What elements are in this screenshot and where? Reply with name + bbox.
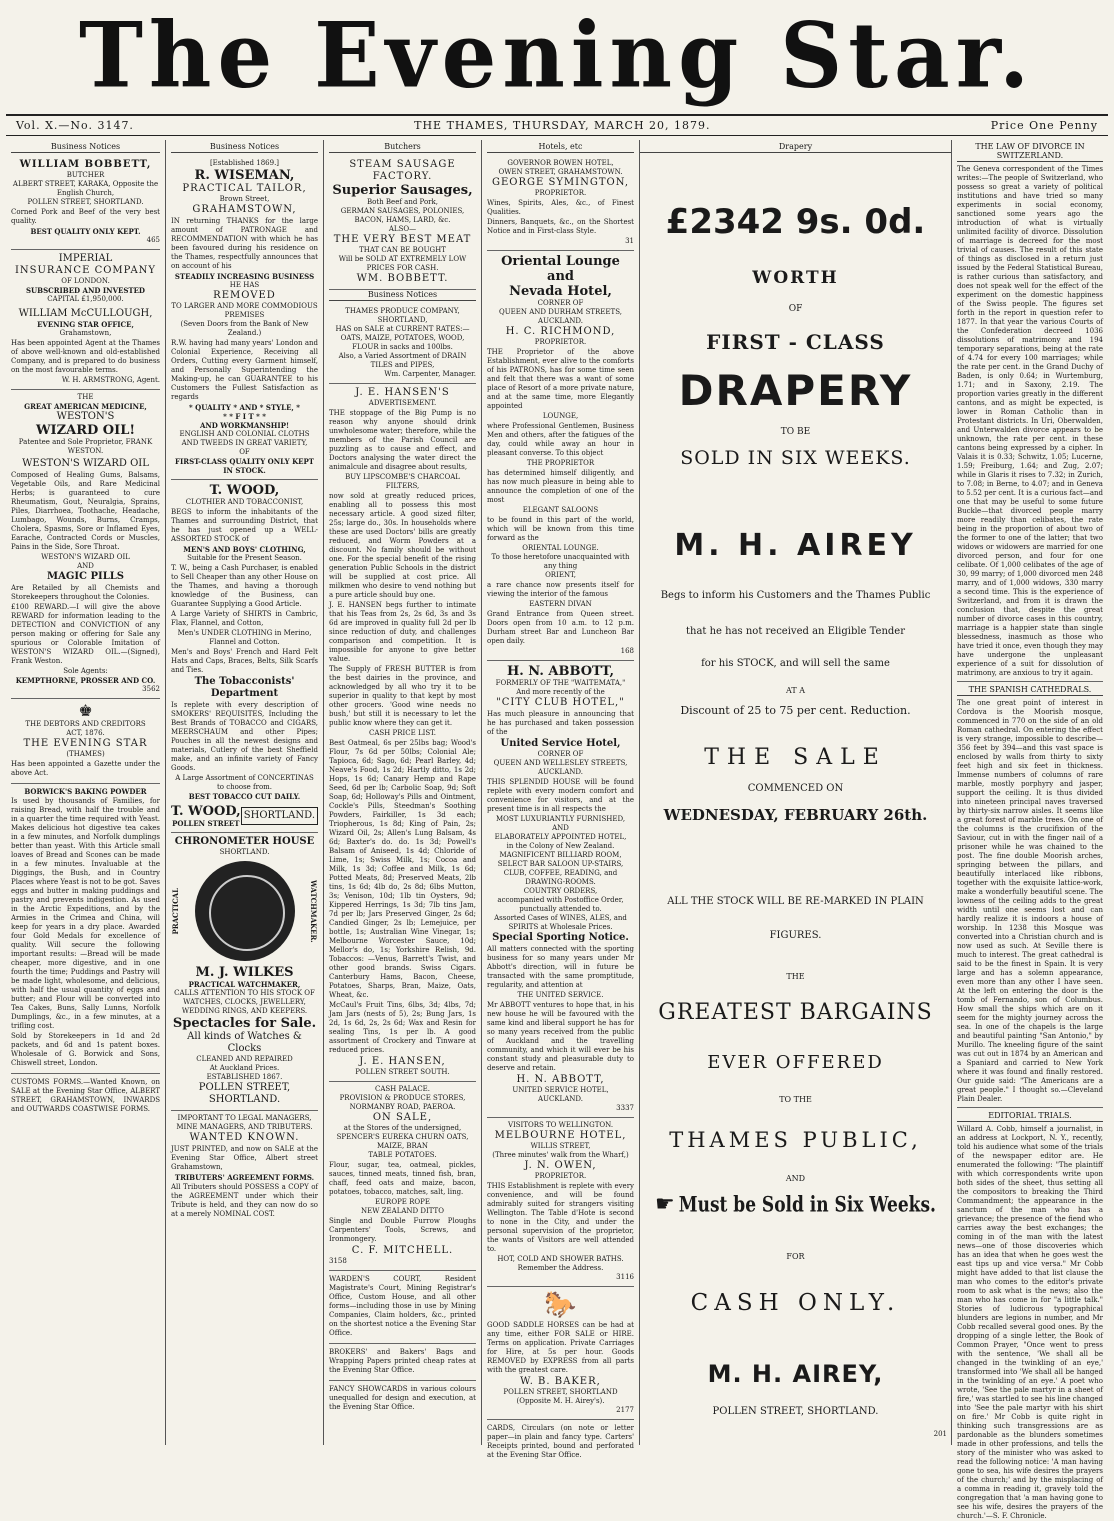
ref-number: 168	[620, 647, 634, 655]
ad-line: Wm. Carpenter, Manager.	[384, 370, 476, 378]
ad-customs-forms	[11, 1074, 160, 1119]
ad-line: Grahamstown,	[59, 329, 112, 337]
ad-line: AND WORKMANSHIP!	[199, 421, 290, 430]
ad-heading: M. J. WILKES	[195, 965, 294, 980]
ad-line: EUROPE ROPE	[375, 1198, 430, 1206]
ad-line: J. E. HANSEN,	[359, 1056, 446, 1067]
merchant-name: M. H. AIREY,	[707, 1360, 884, 1388]
ad-line: GRAHAMSTOWN,	[192, 204, 297, 215]
ad-line: ALL THE STOCK WILL BE RE-MARKED IN PLAIN	[667, 896, 924, 907]
ad-line: STEADILY INCREASING BUSINESS	[174, 272, 315, 281]
ad-line: GERMAN SAUSAGES, POLONIES,	[340, 207, 465, 215]
ad-line: CAPITAL £1,950,000.	[47, 295, 124, 303]
ad-line: Also, a Varied Assortment of DRAIN TILES and PIPES,	[338, 352, 467, 369]
ad-line: At Auckland Prices.	[209, 1064, 280, 1072]
ad-line: GREAT AMERICAN MEDICINE,	[24, 402, 147, 411]
ad-line: CALLS ATTENTION TO HIS STOCK OF	[174, 989, 315, 997]
ad-text: THIS SPLENDID HOUSE will be found replete with every modern comfort and convenience for visitors, and at the present time is in all respects the	[487, 778, 634, 813]
ref-number: 3158	[329, 1257, 347, 1265]
ad-line: GREATEST BARGAINS	[658, 1000, 933, 1025]
ad-text: Composed of Healing Gums, Balsams, Vegetable Oils, and Rare Medicinal Herbs; is guaranteed to cure Rheumatism, Gout, Neuralgia, Sprains, Piles, Diarrhoea, Toothache, Headache, Lumbago, Wounds, Burns, Cramps, Cholera, Spasms, Sore or Inflamed Eyes, Earache, Contracted Cords or Muscles, Pains in the Side, Sore Throat.	[11, 471, 160, 551]
price: Price One Penny	[990, 119, 1098, 132]
ad-text: BROKERS' and Bakers' Bags and Wrapping Papers printed cheap rates at the Evening Star Office.	[329, 1348, 476, 1374]
ad-line: ORIENTAL LOUNGE.	[522, 544, 599, 552]
ad-line: Suitable for the Present Season.	[187, 554, 302, 562]
ad-cash-palace	[329, 1082, 476, 1271]
newspaper-title: The Evening Star.	[78, 2, 1036, 109]
ad-line: TO BE	[780, 427, 811, 437]
ad-line: MAGIC PILLS	[47, 571, 124, 582]
ad-line: THE SALE	[704, 745, 887, 770]
ad-heading: THAMES PRODUCE COMPANY, SHORTLAND,	[345, 307, 460, 324]
masthead	[0, 0, 1114, 112]
ad-governor-bowen	[487, 156, 634, 251]
ad-line: THAMES PUBLIC,	[669, 1128, 922, 1152]
ad-line: ESTABLISHED 1867.	[206, 1073, 283, 1081]
ad-line: Superior Sausages,	[332, 183, 473, 198]
ad-line: ORIENT,	[545, 571, 576, 579]
merchant-address: POLLEN STREET, SHORTLAND.	[712, 1406, 879, 1417]
article-heading: EDITORIAL TRIALS.	[957, 1111, 1103, 1122]
ad-line: EVER OFFERED	[707, 1052, 884, 1073]
ad-line: accompanied with Postoffice Order, punctually attended to.	[497, 896, 624, 913]
ad-text: has determined himself diligently, and has now much pleasure in being able to announce the completion of one of the most	[487, 469, 634, 504]
ad-line: AUCKLAND.	[538, 1095, 583, 1103]
ad-line: A Large Assortment of CONCERTINAS to choose from.	[175, 774, 314, 791]
ad-line: KEMPTHORNE, PROSSER AND CO.	[15, 676, 156, 685]
ad-thames-produce	[329, 304, 476, 384]
ad-tributers-forms	[171, 1111, 318, 1224]
ad-line: WORTH	[752, 268, 839, 288]
ad-line: OF LONDON.	[61, 277, 110, 285]
ad-line: To those heretofore unacquainted with any thing	[491, 553, 630, 570]
ad-melbourne-hotel	[487, 1118, 634, 1287]
ad-line: WATCHES, CLOCKS, JEWELLERY, WEDDING RINGS, AND KEEPERS.	[181, 998, 308, 1015]
ad-hansen	[329, 384, 476, 1082]
ad-heading: WANTED KNOWN.	[189, 1132, 300, 1143]
ad-text: Dinners, Banquets, &c., on the Shortest Notice and in First-class Style.	[487, 218, 634, 235]
ad-fancy-showcards	[329, 1381, 476, 1417]
ad-line: W. B. BAKER,	[520, 1376, 601, 1387]
drapery-advertisement	[640, 140, 952, 1445]
ad-line: WILLIS STREET,	[530, 1142, 591, 1150]
ad-heading: VISITORS TO WELLINGTON.	[507, 1121, 614, 1129]
ad-line: Must be Sold in Six Weeks.	[678, 1192, 936, 1218]
ad-line: [Established 1869.]	[209, 159, 280, 167]
ad-heading: BORWICK'S BAKING POWDER	[24, 787, 147, 796]
ad-text: IN returning THANKS for the large amount of PATRONAGE and RECOMMENDATION with which he has been favoured during his residence on the Thames, respectfully announces that on account of his	[171, 217, 318, 270]
ad-text: where Professional Gentlemen, Business Men and others, after the fatigues of the day, could while away an hour in pleasant converse. To this object	[487, 422, 634, 457]
ad-line: WM. BOBBETT.	[356, 273, 449, 284]
ad-line: MOST LUXURIANTLY FURNISHED,	[495, 815, 626, 823]
ad-line: TABLE POTATOES.	[368, 1151, 437, 1159]
ad-line: HE HAS	[229, 281, 260, 289]
ad-text: Has been appointed Agent at the Thames of above well-known and old-established Company, and is prepared to do business on the most favourable terms.	[11, 339, 160, 374]
ad-line: MELBOURNE HOTEL,	[494, 1130, 627, 1141]
ad-line: NEW ZEALAND DITTO	[361, 1207, 444, 1215]
ad-line: AND	[552, 824, 569, 832]
ad-line: PROPRIETOR.	[534, 1172, 587, 1180]
ref-number: 3562	[142, 685, 160, 693]
ad-line: HAS on SALE at CURRENT RATES:—	[335, 325, 470, 333]
ad-line: POLLEN STREET, SHORTLAND.	[198, 1082, 291, 1105]
ad-line: CORNER OF	[537, 299, 584, 307]
ad-text: Corned Pork and Beef of the very best quality.	[11, 208, 160, 225]
ad-line: THE UNITED SERVICE.	[517, 991, 604, 999]
ad-text: Has been appointed a Gazette under the above Act.	[11, 760, 160, 777]
ad-wiseman	[171, 156, 318, 480]
ad-line: THE PROPRIETOR	[526, 459, 595, 467]
ad-line: POLLEN STREET SOUTH.	[355, 1068, 450, 1076]
ad-line: REMOVED	[213, 290, 276, 301]
column-1	[6, 140, 166, 1445]
volume-number: Vol. X.—No. 3147.	[16, 119, 134, 132]
ad-line: Nevada Hotel,	[509, 284, 612, 299]
ad-line: SELECT BAR SALOON UP-STAIRS,	[497, 860, 624, 868]
ad-line: WESTON'S WIZARD OIL	[22, 458, 149, 469]
ad-line: * QUALITY * AND * STYLE, *	[189, 403, 300, 412]
ad-line: OWEN STREET, GRAHAMSTOWN.	[498, 168, 623, 176]
ad-cards-circulars	[487, 1420, 634, 1465]
ad-line: THAT CAN BE BOUGHT	[359, 246, 446, 254]
ad-imperial-insurance	[11, 250, 160, 390]
column-3	[324, 140, 482, 1445]
ad-text: Grand Entrance from Queen street. Doors open from 10 a.m. to 12 p.m. Durham street Bar and Luncheon Bar open daily.	[487, 610, 634, 645]
ad-text: CUSTOMS FORMS.—Wanted Known, on SALE at the Evening Star Office, ALBERT STREET, GRAHAMSTOWN, INWARDS and OUTWARDS COASTWISE FORMS.	[11, 1078, 160, 1113]
ad-line: COMMENCED ON	[747, 783, 844, 794]
ad-line: Will be SOLD AT EXTREMELY LOW PRICES FOR CASH.	[338, 255, 467, 272]
ad-line: The Tobacconists' Department	[194, 676, 295, 699]
ad-wizard-oil	[11, 390, 160, 699]
crest-icon: ♚	[78, 701, 93, 720]
ad-line: that he has not received an Eligible Tender	[685, 626, 905, 637]
ad-line: POLLEN STREET, SHORTLAND.	[27, 198, 144, 206]
column-2	[166, 140, 324, 1445]
ad-line: ALBERT STREET, KARAKA, Opposite the English Church,	[12, 180, 159, 197]
ad-text: GOOD SADDLE HORSES can be had at any time, either FOR SALE or HIRE. Terms on application. Private Carriages for Hire, at 5s per hour. Goods REMOVED by EXPRESS from all parts with the greatest care.	[487, 1321, 634, 1374]
ad-line: J. N. OWEN,	[524, 1160, 597, 1171]
ad-text: CARDS, Circulars (on note or letter paper—in plain and fancy type. Carters' Receipts printed, bound and perforated at the Evening Star Office.	[487, 1424, 634, 1459]
ad-line: TO LARGER AND MORE COMMODIOUS PREMISES	[171, 302, 318, 319]
column-heading: Butchers	[329, 142, 476, 153]
ad-line: (Three minutes' walk from the Wharf,)	[492, 1151, 629, 1159]
ad-line: AUCKLAND.	[538, 317, 583, 325]
ad-line: CASH ONLY.	[690, 1290, 901, 1316]
ad-text: Men's and Boys' French and Hard Felt Hats and Caps, Braces, Belts, Silk Scarfs and Ties.	[171, 648, 318, 674]
ad-heading: INSURANCE COMPANY	[14, 265, 157, 276]
ad-line: Special Sporting Notice.	[492, 932, 629, 943]
ad-line: Men's UNDER CLOTHING in Merino, Flannel and Cotton.	[177, 629, 312, 646]
ad-line: for his STOCK, and will sell the same	[701, 658, 890, 669]
ad-oriental-lounge	[487, 251, 634, 661]
ad-line: C. F. MITCHELL.	[351, 1245, 454, 1256]
ad-line: GEORGE SYMINGTON,	[491, 177, 630, 188]
ad-saddle-horses	[487, 1287, 634, 1420]
ad-line: BUTCHER	[66, 171, 105, 179]
pointing-hand-icon: ☛	[655, 1192, 675, 1217]
column-4	[482, 140, 640, 1459]
ad-line: Sole Agents:	[63, 667, 108, 675]
ad-text: a rare chance now presents itself for viewing the interior of the famous	[487, 581, 634, 598]
discount-line: Discount of 25 to 75 per cent. Reduction.	[680, 704, 911, 717]
dateline	[6, 114, 1108, 136]
ad-line: UNITED SERVICE HOTEL,	[512, 1086, 609, 1094]
ad-heading: J. E. HANSEN'S	[355, 387, 450, 398]
ad-line: Assorted Cases of WINES, ALES, and SPIRITS at Wholesale Prices.	[494, 914, 627, 931]
ad-line: Remember the Address.	[517, 1264, 604, 1272]
column-heading: Drapery	[640, 142, 951, 153]
ad-line: SUBSCRIBED AND INVESTED	[26, 286, 145, 295]
ad-text: T. W., being a Cash Purchaser, is enabled to Sell Cheaper than any other House on the Thames, and having a thorough knowledge of the Business, can Guarantee Supplying a Good Article.	[171, 564, 318, 608]
ad-text: WARDEN'S COURT, Resident Magistrate's Court, Mining Registrar's Office, Custom House, and all other forms—including those in use by Mining Companies, Claim holders, &c., printed on the shortest notice a the Evening Star Office.	[329, 1275, 476, 1337]
ad-line: BEST QUALITY ONLY KEPT.	[30, 227, 141, 236]
ad-heading: STEAM SAUSAGE FACTORY.	[349, 159, 456, 182]
ad-line: COUNTRY ORDERS,	[523, 887, 598, 895]
ad-line: POLLEN STREET	[172, 819, 240, 828]
ref-number: 2177	[616, 1406, 634, 1414]
ad-line: PROPRIETOR.	[534, 189, 587, 197]
ad-text: Is used by thousands of Families, for raising Bread, with half the trouble and in a quarter the time required with Yeast. Makes delicious hot digestive tea cakes in a few minutes, and Norfolk dumplings better than yeast. With this Article small loaves of Bread and Scones can be made in a few minutes. Invaluable at the Diggings, the Bush, and in Country Places where Yeast is not to be got. Saves eggs and butter in making puddings and pastry and prevents indigestion. As used in the Arctic Expeditions, and by the Armies in the Crimea and China, will keep for years in a dry place. Awarded four Gold Medals for excellence of quality. Will secure the following important results: —Bread will be made cheaper, more digestive, and in one fourth the time; Puddings and Pastry will be made light, wholesome, and delicious, with half the usual quantity of eggs and butter; and Flour will be converted into Tea Cakes, Buns, Sally Lunns, Norfolk Dumplings, &c., in a few minutes, at a trifling cost.	[11, 797, 160, 1030]
ad-line: WESTON'S WIZARD OIL	[41, 553, 130, 561]
ad-line: FIGURES.	[769, 930, 822, 941]
ad-text: All Tributers should POSSESS a COPY of the AGREEMENT under which their Tribute is held, and they can now do so at a merely NOMINAL COST.	[171, 1183, 318, 1218]
ad-text: FANCY SHOWCARDS in various colours unequalled for design and execution, at the Evening Star Office.	[329, 1385, 476, 1411]
ad-text: Has much pleasure in announcing that he has purchased and taken possession of the	[487, 710, 634, 736]
ad-line: IMPORTANT TO LEGAL MANAGERS, MINE MANAGERS, AND TRIBUTERS.	[176, 1114, 313, 1131]
ad-line: United Service Hotel,	[500, 738, 621, 749]
ad-line: THE EVENING STAR	[23, 738, 148, 749]
ad-line: EVENING STAR OFFICE,	[37, 320, 134, 329]
ad-line: ALSO—	[388, 225, 417, 233]
ad-line: THE DEBTORS AND CREDITORS	[25, 720, 146, 728]
ad-heading: WILLIAM McCULLOUGH,	[18, 308, 153, 319]
ad-text: THE stoppage of the Big Pump is no reason why anyone should drink unwholesome water; therefore, while the members of the Parish Council are puzzling as to cause and effect, and Doctors analysing the water direct the animalcule and disagree about results,	[329, 409, 476, 471]
ad-heading: H. N. ABBOTT,	[506, 664, 615, 679]
column-heading: Business Notices	[171, 142, 318, 153]
ref-number: 3116	[616, 1273, 634, 1281]
watch-icon	[195, 861, 295, 961]
merchant-name: M. H. AIREY	[674, 528, 917, 563]
article-text: The Geneva correspondent of the Times writes:—The people of Switzerland, who possess so great a variety of political institutions and have tried so many experiments in social economy, sanctioned some years ago the introduction of what is virtually unlimited facility of divorce. Dissolution of marriage is decreed for the most trivial of causes. The result of this state of things as disclosed in a return just issued by the Federal Statistical Bureau, is rather curious than satisfactory, and does not speak well for the effect of the experiment on the domestic happiness of the Swiss people. The figures set forth in the report in question refer to 1877. In that year the various Courts of the Confederation decreed 1036 dissolutions of matrimony and 194 temporary separations, being at the rate of 4.74 for every 100 marriages; while the rate per cent. in the Grand Duchy of Baden, is only 0.64; in Wurtemburg, 1.71; and in Saxony, 2.19. The proportion varies greatly in the different cantons, and as might be expected, is lower in Roman Catholic than in Protestant districts. In Uri, Oberwalden, and Unterwalden divorce appears to be unknown, the rate per cent. in these cantons being expressed by a cipher. In Valais it is 0.33; Schwitz, 1.05; Lucerne, 1.59; Freiburg, 1.64; and Zug, 2.07; while in Glaris it rises to 7.32; in Zurich, to 7.08; in Berne, to 4.07; and in Geneva to 5.52 per cent. It is a curious fact—and one that may be useful to some future Buckle—that divorced people marry more readily than celibates, the rate being in the proportion of about two of the former to one of the latter; that two widows or widowers are married for one divorced person, and four for one celibate. Of 1,000 celibates of the age of 30, 99 marry; of 1,000 divorced men 248 marry, and of 1,000 widows, 330 marry a second time. This is the experience of Switzerland, and from it is drawn the conclusion that, despite the great number of divorce cases in this country, marriage is a happier state than single blessedness, inasmuch as those who have tried it once, even though they may have undergone the unpleasant experience of a suit for dissolution of matrimony, are anxious to try it again.	[957, 165, 1103, 677]
stock-value: £2342 9s. 0d.	[665, 202, 926, 242]
ad-steam-sausage	[329, 156, 476, 290]
ad-line: FIRST - CLASS	[706, 330, 885, 354]
ad-line: BEST TOBACCO CUT DAILY.	[188, 792, 301, 801]
ad-line: All kinds of Watches & Clocks	[187, 1031, 302, 1054]
ad-line: THE	[77, 393, 94, 401]
ad-text: All matters connected with the sporting business for so many years under Mr Abbott's direction, will in future be transacted with the same promptitude, regularity, and attention at	[487, 945, 634, 989]
ad-line: CLEANED AND REPAIRED	[196, 1055, 293, 1063]
ad-line: ADVERTISEMENT.	[368, 399, 437, 407]
ad-line: MEN'S AND BOYS' CLOTHING,	[183, 545, 306, 554]
ad-line: "CITY CLUB HOTEL,"	[496, 697, 625, 708]
ad-text: Best Oatmeal, 6s per 25lbs bag; Wood's Flour, 7s 6d per 50lbs; Colonial Ale; Tapioca, 6d; Sago, 6d; Pearl Barley, 4d; Neave's Food, 1s 2d; Hartly ditto, 1s 2d; Hops, 1s 6d; Canary Hemp and Rape Seed, 6d per lb; Carbolic Soap, 9d; Soft Soap, 6d; Holloway's Pills and Ointment, Cockle's Pills, Steedman's Soothing Powders, Fairkiller, 1s 3d each; Triopherous, 1s 8d; King of Pain, 2s; Wizard Oil, 2s; Allen's Lung Balsam, 4s 6d; Baxter's do. do. 1s 3d; Powell's Balsam of Aniseed, 1s 4d; Chloride of Lime, 1s; Swiss Milk, 1s; Cocoa and Milk, 1s 3d; Coffee and Milk, 1s 6d; Potted Meats, 8d; Preserved Meats, 2lb tins, 1s 6d; 4lb do, 2s 8d; 6lbs Mutton, 3s; Venison, 10d; 1lb tin Oysters, 9d; Kippered Herrings, 1s 3d; 7lb tins Jam, 7d per lb; Jars Preserved Ginger, 2s 6d; Candied Ginger, 2s lb; Lemejuice, per bottle, 1s; Australian Wine Vinegar, 1s; Melbourne Worcester Sauce, 10d; Mellor's do, 1s; Yorkshire Relish, 9d. Tobaccos: —Venus, Barrett's Twist, and other good brands. Swiss Cigars. Canterbury Hams, Bacon, Cheese, Potatoes, Sharps, Bran, Maize, Oats, Wheat, &c.	[329, 739, 476, 999]
ad-text: THIS Establishment is replete with every convenience, and will be found admirably suited for strangers visiting Wellington. The Table d'Hote is second to none in the City, and under the personal supervision of the proprietor, the wants of Visitors are well attended to.	[487, 1182, 634, 1253]
ad-line: OF	[239, 448, 250, 456]
ad-text: Are Retailed by all Chemists and Storekeepers throughout the Colonies.	[11, 584, 160, 601]
ad-line: OF	[788, 304, 803, 314]
ad-heading: R. WISEMAN,	[194, 168, 295, 183]
ad-t-wood	[171, 480, 318, 833]
ad-united-service-hotel	[487, 661, 634, 1118]
ad-line: H. C. RICHMOND,	[505, 326, 616, 337]
ad-line: POLLEN STREET, SHORTLAND	[503, 1388, 618, 1396]
ad-line: HOT, COLD AND SHOWER BATHS.	[497, 1255, 624, 1263]
ad-text: J. E. HANSEN begs further to intimate that his Teas from 2s, 2s 6d, 3s and 3s 6d are improved in quality full 2d per lb since reduction of duty, and challenges comparison and competition. It is impossible for anyone to give better value.	[329, 601, 476, 663]
drapery-heading: DRAPERY	[678, 366, 913, 415]
ad-text: now sold at greatly reduced prices, enabling all to possess this most necessary article. A good sized filter, 25s; large do., 30s. In households where these are used Doctors' bills are greatly reduced, and Worm Powders at a discount. No family should be without one. For the special benefit of the rising generation Public Schools in the district will be supplied at cost price. All milkmen who desire to vend nothing but a pure article should buy one.	[329, 492, 476, 599]
ad-line: QUEEN AND WELLESLEY STREETS, AUCKLAND.	[493, 759, 628, 776]
ad-heading: CASH PALACE.	[374, 1085, 431, 1093]
ad-line: THE VERY BEST MEAT	[333, 234, 472, 245]
ad-chronometer-house	[171, 833, 318, 1111]
ad-heading: WIZARD OIL!	[35, 423, 136, 438]
ad-line: (Opposite M. H. Airey's).	[516, 1397, 605, 1405]
ad-bobbett	[11, 156, 160, 250]
ad-line: AND	[785, 1174, 806, 1183]
ad-line: MAGNIFICENT BILLIARD ROOM,	[499, 851, 622, 859]
ad-line: Patentee and Sole Proprietor, FRANK WESTON.	[18, 438, 153, 455]
article-text: The one great point of interest in Cordova is the Moorish mosque, commenced in 770 on the side of an old Roman cathedral. On entering the effect is very strange, impossible to describe—356 feet by 394—and this vast space is enclosed by walls from thirty to sixty feet high and six feet in thickness. Immense numbers of columns of rare marble, mostly porphyry and jasper, support the ceiling. It is thus divided into nineteen principal naves traversed by thirty-six narrow aisles. It seems like a great forest of marble trees. On one of the columns is the crucifixion of the Saviour, cut in with the finger nail of a prisoner while he was chained to the post. The fine double Moorish arches, springing between the pillars, and beautifully interlaced like ribbons, together with the exquisite lattice-work, make a wonderfully beautiful scene. The lowness of the ceiling adds to the great width until one seems lost and can hardly realize it is indoors a house of worship. In 1238 this Mosque was converted into a Christian church and is now used as such. At Seville there is much to interest. The great cathedral is said to be the finest in Spain. It is very large and has a solemn appearance, even more than any other I have seen. At the left on entering the door is the tomb of Fernando, son of Columbus. How small the ships which are on it seem for the mighty journey across the sea. In one of the chapels is the large and beautiful painting "San Antonio," by Murillo. The kneeling figure of the saint was cut out in 1874 by an American and a Spaniard and carried to New York where it was found and finally restored. Our guide said: "The Americans are a great people." I thought so.—Cleveland Plain Dealer.	[957, 699, 1103, 1103]
ad-line: WESTON'S	[56, 411, 115, 422]
ad-line: ON SALE,	[372, 1112, 433, 1123]
ad-line: CORNER OF	[537, 750, 584, 758]
ad-debtors-creditors	[11, 699, 160, 784]
sale-date: WEDNESDAY, FEBRUARY 26th.	[663, 806, 928, 824]
ad-line: Spectacles for Sale.	[172, 1016, 317, 1031]
ref-number: 3337	[616, 1104, 634, 1112]
ad-line: TO THE	[779, 1095, 812, 1104]
ad-text: Wines, Spirits, Ales, &c., of Finest Qualities.	[487, 199, 634, 216]
ad-line: TRIBUTERS' AGREEMENT FORMS.	[174, 1173, 315, 1182]
column-6	[952, 140, 1108, 1520]
ad-line: SHORTLAND.	[219, 848, 270, 856]
ad-line: And more recently of the	[516, 688, 605, 696]
ad-line: FIRST-CLASS QUALITY ONLY KEPT IN STOCK.	[175, 457, 314, 475]
ad-text: The Supply of FRESH BUTTER is from the best dairies in the province, and acknowledged by all who try it to be superior in quality to that kept by most other grocers. 'Good wine needs no bush,' but still it is necessary to let the public know where they can get it.	[329, 665, 476, 727]
article-text: Willard A. Cobb, himself a journalist, in an address at Lockport, N. Y., recently, told his audience what some of the trials of the newspaper editor are. He enumerated the following: "The plaintiff with which correspondents write upon both sides of the sheet, thus setting all the compositors to breaking the Third Commandment; the appearance in the sanctum of the man who has a grievance; the presence of the fiend who carries away the best exchanges; the coming in of the man with the latest news—one of those discoveries which has an idea that when he goes west the east tips up and vice versa." Mr Cobb might have added to that list clause the man who comes to the editor's private room to ask what is the news; also the man who has come in for "a little talk." Stories of ludicrous typographical blunders are legions in number, and Mr Cobb recalled several good ones. By the dropping of a single letter, the Book of Common Prayer, "Once went to press with the sentence, 'We shall all be changed in the twinkling of an eye,' transformed into 'We shall all be hanged in the twinkling of an eye.' A poet who wrote, 'See the pale martyr in a sheet of fire,' was startled to see his line changed into 'See the pale martyr with his shirt on fire.' Mr Cobb is quite right in thinking such transgressions are as pardonable as the blunders sometimes made in other professions, and tells the story of the minister who was asked to read the following notice: 'A man having gone to sea, his wife desires the prayers of the church;' and by the misplacing of a comma in reading it, gravely told the congregation that 'a man having gone to see his wife, desires the prayers of the church.'—S. F. Chronicle.	[957, 1125, 1103, 1520]
ad-heading: Oriental Lounge and	[501, 254, 620, 284]
ad-text: Flour, sugar, tea, oatmeal, pickles, sauces, tinned meats, tinned fish, bran, chaff, feed oats and maize, bacon, potatoes, tobacco, matches, salt, ling.	[329, 1161, 476, 1196]
ad-line: BUY LIPSCOMBE'S CHARCOAL FILTERS,	[345, 473, 460, 490]
ad-line: SHORTLAND.	[241, 807, 318, 825]
ad-line: SOLD IN SIX WEEKS.	[680, 447, 911, 469]
ad-line: Brown Street,	[219, 195, 270, 203]
column-heading: Business Notices	[329, 290, 476, 301]
ad-heading: CHRONOMETER HOUSE	[174, 836, 315, 847]
ad-line: FOR	[786, 1252, 805, 1261]
place-date: THE THAMES, THURSDAY, MARCH 20, 1879.	[414, 119, 711, 132]
ad-borwick	[11, 784, 160, 1074]
ad-line: Both Beef and Pork,	[367, 198, 438, 206]
ref-number: 201	[933, 1430, 947, 1438]
ad-text: JUST PRINTED, and now on SALE at the Evening Star Office, Albert street Grahamstown,	[171, 1145, 318, 1171]
ad-line: FORMERLY OF THE "WAITEMATA,"	[495, 679, 626, 687]
ad-line: W. H. ARMSTRONG, Agent.	[61, 376, 160, 384]
ad-line: ENGLISH AND COLONIAL CLOTHS AND TWEEDS IN GREAT VARIETY,	[179, 430, 310, 447]
ad-line: ELABORATELY APPOINTED HOTEL,	[494, 833, 627, 841]
ad-line: AND	[77, 562, 94, 570]
ad-heading: T. WOOD,	[171, 804, 241, 819]
ad-line: AT A	[786, 686, 805, 695]
ad-text: £100 REWARD.—I will give the above REWARD for information leading to the DETECTION and CONVICTION of any person making or offering for Sale any spurious or Colorable Imitation of WESTON'S WIZARD OIL.—(Signed), Frank Weston.	[11, 603, 160, 665]
ad-line: PROVISION & PRODUCE STORES, NORMANBY ROAD, PAEROA.	[339, 1094, 466, 1111]
ad-heading: WILLIAM BOBBETT,	[19, 159, 152, 170]
ad-line: OATS, MAIZE, POTATOES, WOOD, FLOUR in sacks and 100lbs.	[340, 334, 465, 351]
ad-line: (THAMES)	[66, 750, 105, 758]
ad-text: BEGS to inform the inhabitants of the Thames and surrounding District, that he has just opened up a WELL-ASSORTED STOCK of	[171, 508, 318, 543]
ad-line: at the Stores of the undersigned,	[343, 1124, 462, 1132]
ad-text: THE Proprietor of the above Establishment, ever alive to the comforts of his PATRONS, has for some time seen and felt that there was a want of some place of Resort of a more private nature, and at the same time, more Elegantly appointed	[487, 348, 634, 410]
ad-text: to be found in this part of the world, which will be known from this time forward as the	[487, 516, 634, 542]
ad-line: PROPRIETOR.	[534, 338, 587, 346]
ad-line: (Seven Doors from the Bank of New Zealand.)	[180, 320, 309, 337]
ad-line: PRACTICAL TAILOR,	[182, 183, 307, 194]
ad-line: IMPERIAL	[58, 253, 113, 264]
ad-line: THE	[786, 972, 805, 981]
ref-number: 465	[146, 236, 160, 244]
carriage-illustration-icon: 🐎	[544, 1290, 577, 1320]
article-heading: THE LAW OF DIVORCE IN SWITZERLAND.	[957, 142, 1103, 162]
ref-number: 31	[625, 237, 634, 245]
column-heading: Hotels, etc	[487, 142, 634, 153]
ad-wardens-court	[329, 1271, 476, 1344]
ad-line: SPENCER'S EUREKA CHURN OATS, MAIZE, BRAN	[336, 1133, 469, 1150]
ad-text: Single and Double Furrow Ploughs Carpenters' Tools, Screws, and Ironmongery.	[329, 1217, 476, 1243]
ad-heading: GOVERNOR BOWEN HOTEL,	[507, 159, 614, 167]
ad-line: PRACTICAL	[171, 887, 180, 935]
ad-line: PRACTICAL WATCHMAKER,	[188, 980, 301, 989]
ad-text: R.W. having had many years' London and Colonial Experience, Receiving all Orders, Cutting every Garment himself, and Personally Superintending the Making-up, he can GUARANTEE to his Customers the Fullest Satisfaction as regards	[171, 339, 318, 401]
ad-heading: T. WOOD,	[209, 483, 280, 498]
ad-line: CLUB, COFFEE, READING, and DRAWING-ROOMS.	[503, 869, 618, 886]
ad-line: ACT, 1876.	[66, 729, 105, 737]
ad-line: QUEEN AND DURHAM STREETS,	[499, 308, 622, 316]
ad-text: Sold by Storekeepers in 1d and 2d packets, and 6d and 1s patent boxes. Wholesale of G. Borwick and Sons, Chiswell street, London.	[11, 1032, 160, 1067]
ad-line: in the Colony of New Zealand.	[506, 842, 615, 850]
article-heading: THE SPANISH CATHEDRALS.	[957, 685, 1103, 696]
ad-line: CLOTHIER AND TOBACCONIST,	[185, 498, 304, 506]
ad-text: A Large Variety of SHIRTS in Cambric, Flax, Flannel, and Cotton,	[171, 610, 318, 627]
ad-line: CASH PRICE LIST.	[368, 729, 437, 737]
ad-line: ELEGANT SALOONS	[522, 506, 599, 514]
ad-line: * * F I T * *	[223, 412, 266, 421]
ad-text: McCaul's Fruit Tins, 6lbs, 3d; 4lbs, 7d; Jam Jars (nests of 5), 2s; Bung Jars, 1s 2d, 1s 6d, 2s, 2s 6d; Wax and Resin for sealing Tins, 1s per lb. A good assortment of Crockery and Tinware at reduced prices.	[329, 1001, 476, 1054]
column-heading: Business Notices	[11, 142, 160, 153]
ad-brokers-bags	[329, 1344, 476, 1381]
ad-line: WATCHMAKER.	[309, 879, 318, 943]
ad-line: H. N. ABBOTT,	[516, 1074, 605, 1085]
ad-text: Mr ABBOTT ventures to hope that, in his new house he will be favoured with the same kind and liberal support he has for so many years received from the public of Auckland and the travelling community, and which it will ever be his constant study and pleasurable duty to deserve and retain.	[487, 1001, 634, 1072]
ad-line: EASTERN DIVAN	[529, 600, 592, 608]
ad-line: Begs to inform his Customers and the Thames Public	[660, 590, 931, 601]
ad-line: LOUNGE,	[542, 412, 579, 420]
ad-text: Is replete with every description of SMOKERS' REQUISITES, Including the Best Brands of TOBACCO and CIGARS, MEERSCHAUM and other Pipes; Pouches in all the newest designs and materials, Cutlery of the best Sheffield make, and an infinite variety of Fancy Goods.	[171, 701, 318, 772]
ad-line: BACON, HAMS, LARD, &c.	[354, 216, 451, 224]
